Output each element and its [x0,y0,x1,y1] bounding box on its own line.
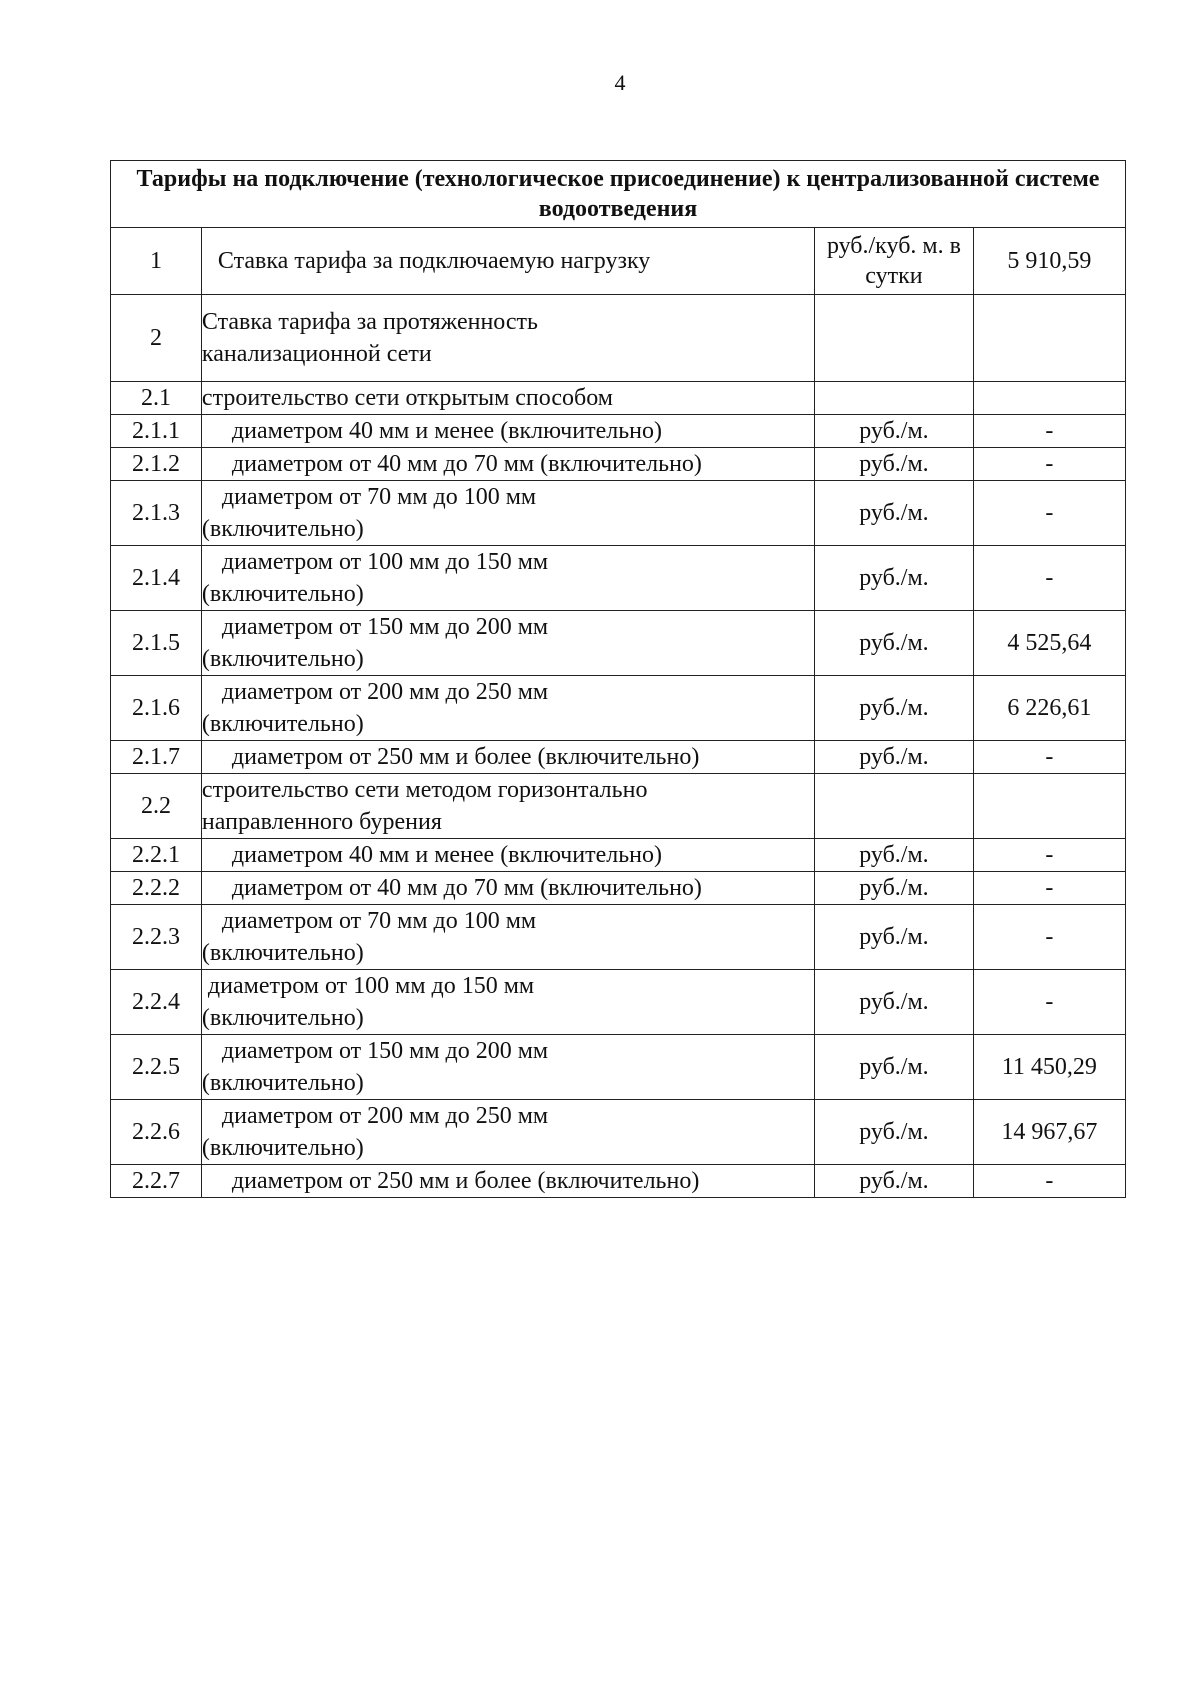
row-value: - [973,481,1125,546]
row-number: 2.1.2 [111,448,202,481]
row-description: Ставка тарифа за подключаемую нагрузку [201,228,814,295]
table-row [111,546,1126,611]
row-unit: руб./м. [815,741,974,774]
row-value [973,774,1125,839]
row-description: диаметром от 40 мм до 70 мм (включительно) [201,448,814,481]
row-unit [815,774,974,839]
row-number: 2.2 [111,774,202,839]
row-number: 2.2.6 [111,1100,202,1165]
row-description: диаметром от 70 мм до 100 мм (включительно) [201,481,814,546]
row-unit: руб./м. [815,415,974,448]
table-row [111,970,1126,1035]
row-value: - [973,970,1125,1035]
table-row [111,1100,1126,1165]
table-row [111,872,1126,905]
row-unit: руб./м. [815,1165,974,1198]
table-row [111,228,1126,295]
row-description: диаметром от 250 мм и более (включительно) [201,741,814,774]
row-description: диаметром 40 мм и менее (включительно) [201,415,814,448]
row-value: - [973,741,1125,774]
row-number: 2.2.5 [111,1035,202,1100]
row-number: 2.2.3 [111,905,202,970]
row-description: диаметром 40 мм и менее (включительно) [201,839,814,872]
table-row [111,1165,1126,1198]
row-description: диаметром от 250 мм и более (включительно) [201,1165,814,1198]
row-description: диаметром от 150 мм до 200 мм (включительно) [201,611,814,676]
row-unit: руб./м. [815,676,974,741]
row-value: - [973,905,1125,970]
row-number: 2.2.4 [111,970,202,1035]
row-unit: руб./м. [815,1035,974,1100]
table-row [111,611,1126,676]
row-number: 2.1.7 [111,741,202,774]
row-unit [815,382,974,415]
row-number: 2.1.6 [111,676,202,741]
row-unit: руб./м. [815,839,974,872]
table-row [111,1035,1126,1100]
row-unit: руб./м. [815,1100,974,1165]
row-value: 4 525,64 [973,611,1125,676]
row-description: диаметром от 150 мм до 200 мм (включительно) [201,1035,814,1100]
table-title: Тарифы на подключение (технологическое присоединение) к централизованной системе водоотведения [111,161,1126,228]
table-row [111,774,1126,839]
row-number: 2.1.1 [111,415,202,448]
table-row [111,741,1126,774]
row-unit: руб./м. [815,546,974,611]
row-description: диаметром от 200 мм до 250 мм (включительно) [201,1100,814,1165]
row-description: диаметром от 200 мм до 250 мм (включительно) [201,676,814,741]
row-description: Ставка тарифа за протяженность канализационной сети [201,295,814,382]
row-unit: руб./м. [815,872,974,905]
row-unit: руб./м. [815,970,974,1035]
row-unit: руб./м. [815,481,974,546]
row-unit: руб./куб. м. в сутки [815,228,974,295]
table-row [111,905,1126,970]
row-unit [815,295,974,382]
table-row [111,415,1126,448]
row-number: 2.1.5 [111,611,202,676]
row-value [973,295,1125,382]
row-value: - [973,872,1125,905]
row-number: 2.2.2 [111,872,202,905]
table-row [111,448,1126,481]
row-value: 11 450,29 [973,1035,1125,1100]
row-unit: руб./м. [815,448,974,481]
row-value: - [973,448,1125,481]
table-row [111,676,1126,741]
row-number: 2.2.1 [111,839,202,872]
table-header-row [111,161,1126,228]
row-value: 5 910,59 [973,228,1125,295]
row-description: диаметром от 100 мм до 150 мм (включительно) [201,970,814,1035]
table-row [111,295,1126,382]
row-value: - [973,546,1125,611]
row-unit: руб./м. [815,611,974,676]
row-description: строительство сети методом горизонтально направленного бурения [201,774,814,839]
row-description: диаметром от 100 мм до 150 мм (включительно) [201,546,814,611]
row-value: - [973,839,1125,872]
row-description: диаметром от 70 мм до 100 мм (включительно) [201,905,814,970]
row-description: строительство сети открытым способом [201,382,814,415]
tariff-table [110,160,1126,1198]
row-number: 2.2.7 [111,1165,202,1198]
row-description: диаметром от 40 мм до 70 мм (включительно) [201,872,814,905]
row-value: - [973,1165,1125,1198]
row-value: - [973,415,1125,448]
table-row [111,382,1126,415]
row-number: 2.1.3 [111,481,202,546]
page-number: 4 [614,70,626,95]
row-value: 6 226,61 [973,676,1125,741]
row-value: 14 967,67 [973,1100,1125,1165]
table-row [111,481,1126,546]
row-number: 2.1 [111,382,202,415]
row-number: 2.1.4 [111,546,202,611]
row-number: 1 [111,228,202,295]
row-number: 2 [111,295,202,382]
row-value [973,382,1125,415]
table-row [111,839,1126,872]
row-unit: руб./м. [815,905,974,970]
